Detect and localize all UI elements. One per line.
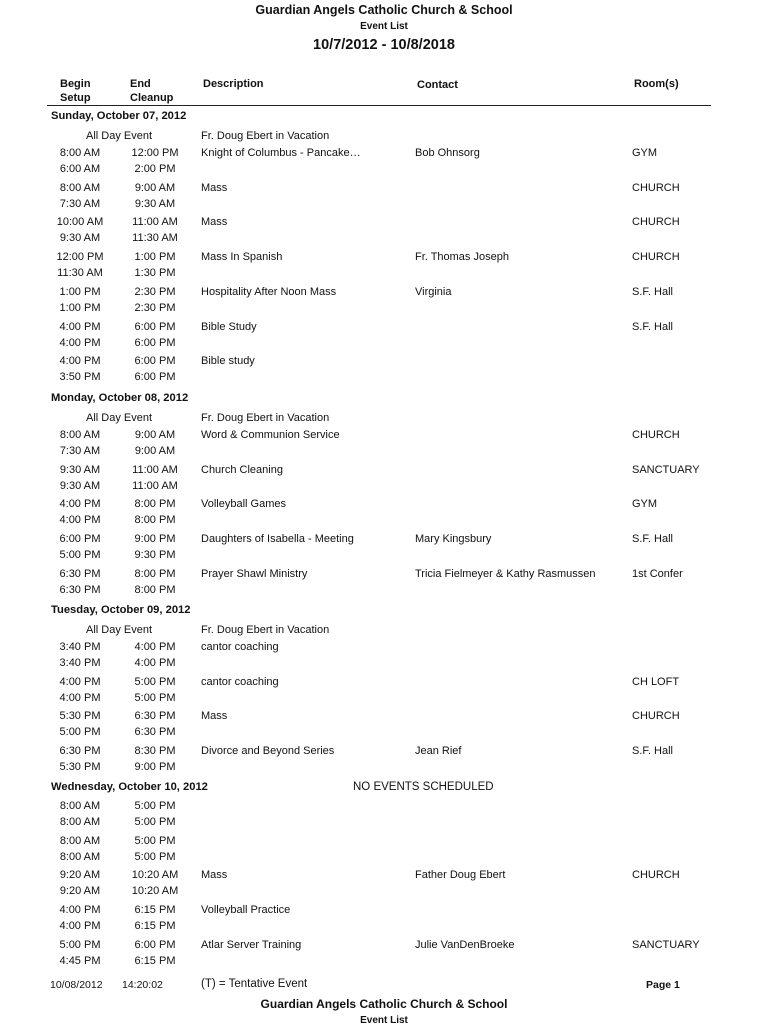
event-setup-time: 4:00 PM [59,692,101,704]
event-contact: Jean Rief [415,745,462,757]
event-setup-time: 9:30 AM [59,480,101,492]
event-description: Prayer Shawl Ministry [201,568,308,580]
event-room: 1st Confer [632,568,683,580]
event-description: Divorce and Beyond Series [201,745,335,757]
day-heading: Tuesday, October 09, 2012 [51,604,191,616]
event-begin-time: 1:00 PM [59,286,101,298]
event-begin-time: 8:00 AM [59,835,101,847]
event-description: cantor coaching [201,641,279,653]
event-cleanup-time: 9:30 AM [134,198,176,210]
event-setup-time: 9:30 AM [59,232,101,244]
event-room: CHURCH [632,869,680,881]
event-cleanup-time: 5:00 PM [134,692,176,704]
event-contact: Fr. Thomas Joseph [415,251,509,263]
event-cleanup-time: 6:15 PM [134,955,176,967]
event-begin-time: 10:00 AM [56,216,104,228]
event-begin-time: 4:00 PM [59,904,101,916]
event-description: Word & Communion Service [201,429,340,441]
event-begin-time: 6:30 PM [59,745,101,757]
event-contact: Mary Kingsbury [415,533,492,545]
event-cleanup-time: 8:00 PM [134,584,176,596]
header-divider [47,105,711,106]
event-end-time: 5:00 PM [134,676,176,688]
event-setup-time: 4:45 PM [59,955,101,967]
event-end-time: 5:00 PM [134,800,176,812]
event-description: Daughters of Isabella - Meeting [201,533,354,545]
event-cleanup-time: 2:30 PM [134,302,176,314]
event-end-time: 11:00 AM [132,464,178,476]
event-setup-time: 8:00 AM [59,851,101,863]
event-description: Mass In Spanish [201,251,283,263]
event-end-time: 6:15 PM [134,904,176,916]
day-heading: Wednesday, October 10, 2012 [51,781,208,793]
event-room: S.F. Hall [632,286,673,298]
event-begin-time: 6:30 PM [59,568,101,580]
event-room: S.F. Hall [632,745,673,757]
event-begin-time: 5:00 PM [59,939,101,951]
event-end-time: 8:00 PM [134,498,176,510]
event-begin-time: 5:30 PM [59,710,101,722]
event-cleanup-time: 11:30 AM [132,232,178,244]
event-cleanup-time: 9:00 PM [134,761,176,773]
event-setup-time: 1:00 PM [59,302,101,314]
day-heading: Monday, October 08, 2012 [51,392,189,404]
event-room: CHURCH [632,251,680,263]
print-date: 10/08/2012 [50,979,103,991]
event-description: cantor coaching [201,676,279,688]
event-room: S.F. Hall [632,321,673,333]
print-time: 14:20:02 [122,979,163,991]
event-cleanup-time: 5:00 PM [134,816,176,828]
all-day-label: All Day Event [86,130,153,142]
event-setup-time: 3:50 PM [59,371,101,383]
next-page-org-title: Guardian Angels Catholic Church & School [260,997,508,1011]
event-setup-time: 4:00 PM [59,920,101,932]
event-end-time: 2:30 PM [134,286,176,298]
event-setup-time: 9:20 AM [59,885,101,897]
event-cleanup-time: 6:00 PM [134,337,176,349]
event-description: Mass [201,216,228,228]
all-day-label: All Day Event [86,624,153,636]
event-begin-time: 9:30 AM [59,464,101,476]
event-end-time: 6:30 PM [134,710,176,722]
next-page-subtitle: Event List [360,1015,408,1024]
event-begin-time: 8:00 AM [59,429,101,441]
event-setup-time: 4:00 PM [59,337,101,349]
event-cleanup-time: 6:15 PM [134,920,176,932]
doc-subtitle: Event List [360,21,408,32]
event-setup-time: 6:00 AM [59,163,101,175]
event-begin-time: 12:00 PM [56,251,104,263]
event-end-time: 1:00 PM [134,251,176,263]
event-setup-time: 7:30 AM [59,445,101,457]
event-end-time: 6:00 PM [134,355,176,367]
col-contact: Contact [417,79,458,91]
event-end-time: 10:20 AM [131,869,179,881]
event-description: Knight of Columbus - Pancake… [201,147,361,159]
event-cleanup-time: 1:30 PM [134,267,176,279]
event-description: Mass [201,710,228,722]
event-end-time: 8:30 PM [134,745,176,757]
all-day-description: Fr. Doug Ebert in Vacation [201,130,330,142]
event-description: Church Cleaning [201,464,283,476]
event-setup-time: 5:00 PM [59,726,101,738]
event-room: CHURCH [632,429,680,441]
event-room: CH LOFT [632,676,680,688]
event-description: Mass [201,182,228,194]
event-room: GYM [632,147,658,159]
event-cleanup-time: 2:00 PM [134,163,176,175]
date-range: 10/7/2012 - 10/8/2018 [313,37,455,53]
event-cleanup-time: 9:00 AM [134,445,176,457]
page-number: Page 1 [646,979,680,991]
event-end-time: 11:00 AM [132,216,178,228]
event-begin-time: 9:20 AM [59,869,101,881]
event-setup-time: 5:00 PM [59,549,101,561]
event-end-time: 12:00 PM [131,147,179,159]
event-setup-time: 5:30 PM [59,761,101,773]
event-room: SANCTUARY [632,939,700,951]
event-cleanup-time: 11:00 AM [132,480,178,492]
event-cleanup-time: 4:00 PM [134,657,176,669]
event-contact: Virginia [415,286,452,298]
event-room: CHURCH [632,182,680,194]
event-begin-time: 6:00 PM [59,533,101,545]
event-contact: Julie VanDenBroeke [415,939,515,951]
event-begin-time: 8:00 AM [59,182,101,194]
event-setup-time: 3:40 PM [59,657,101,669]
col-end-cleanup: End Cleanup [130,78,174,104]
event-setup-time: 4:00 PM [59,514,101,526]
event-end-time: 8:00 PM [134,568,176,580]
event-begin-time: 8:00 AM [59,800,101,812]
tentative-legend: (T) = Tentative Event [201,978,308,990]
event-begin-time: 4:00 PM [59,355,101,367]
event-cleanup-time: 5:00 PM [134,851,176,863]
event-begin-time: 8:00 AM [59,147,101,159]
event-setup-time: 11:30 AM [57,267,103,279]
col-begin-setup: Begin Setup [60,78,91,104]
event-room: CHURCH [632,216,680,228]
event-description: Atlar Server Training [201,939,302,951]
event-room: CHURCH [632,710,680,722]
event-setup-time: 7:30 AM [59,198,101,210]
all-day-description: Fr. Doug Ebert in Vacation [201,624,330,636]
event-contact: Bob Ohnsorg [415,147,480,159]
event-end-time: 6:00 PM [134,939,176,951]
event-description: Volleyball Games [201,498,286,510]
event-end-time: 9:00 PM [134,533,176,545]
event-begin-time: 4:00 PM [59,321,101,333]
event-end-time: 9:00 AM [134,429,176,441]
event-cleanup-time: 8:00 PM [134,514,176,526]
event-end-time: 6:00 PM [134,321,176,333]
event-description: Volleyball Practice [201,904,291,916]
col-description: Description [203,78,264,90]
event-setup-time: 6:30 PM [59,584,101,596]
event-description: Bible study [201,355,255,367]
all-day-description: Fr. Doug Ebert in Vacation [201,412,330,424]
event-end-time: 4:00 PM [134,641,176,653]
event-cleanup-time: 6:30 PM [134,726,176,738]
event-begin-time: 4:00 PM [59,676,101,688]
event-description: Bible Study [201,321,257,333]
event-cleanup-time: 10:20 AM [131,885,179,897]
event-setup-time: 8:00 AM [59,816,101,828]
day-note: NO EVENTS SCHEDULED [353,781,494,793]
event-room: GYM [632,498,658,510]
event-cleanup-time: 9:30 PM [134,549,176,561]
event-contact: Father Doug Ebert [415,869,506,881]
all-day-label: All Day Event [86,412,153,424]
event-begin-time: 3:40 PM [59,641,101,653]
event-room: SANCTUARY [632,464,700,476]
event-description: Mass [201,869,228,881]
event-room: S.F. Hall [632,533,673,545]
day-heading: Sunday, October 07, 2012 [51,110,187,122]
event-contact: Tricia Fielmeyer & Kathy Rasmussen [415,568,596,580]
event-end-time: 5:00 PM [134,835,176,847]
event-end-time: 9:00 AM [134,182,176,194]
event-begin-time: 4:00 PM [59,498,101,510]
col-rooms: Room(s) [634,78,679,90]
event-cleanup-time: 6:00 PM [134,371,176,383]
event-description: Hospitality After Noon Mass [201,286,337,298]
org-title: Guardian Angels Catholic Church & School [255,3,513,17]
